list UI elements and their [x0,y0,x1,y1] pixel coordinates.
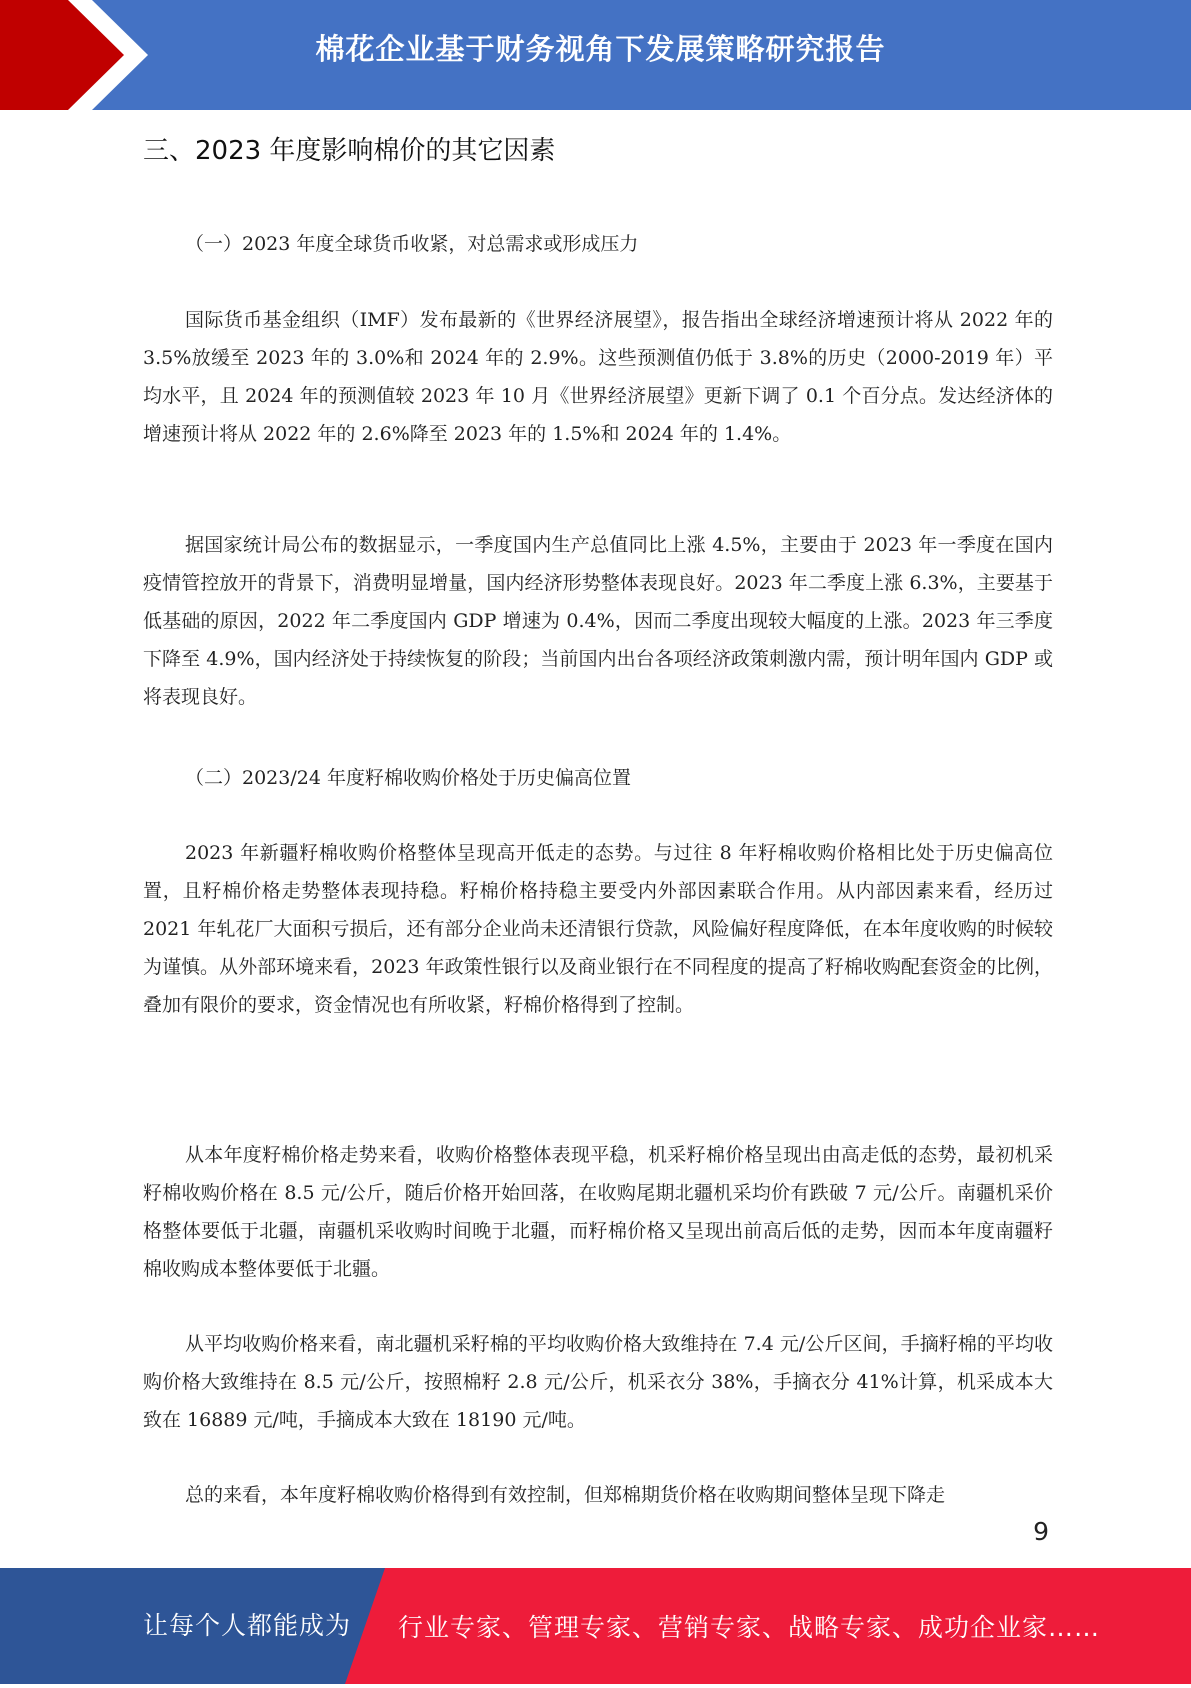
footer-slogan-left: 让每个人都能成为 [143,1611,352,1640]
paragraph-xinjiang-prices: 2023 年新疆籽棉收购价格整体呈现高开低走的态势。与过往 8 年籽棉收购价格相比处于历史偏高位置，且籽棉价格走势整体表现持稳。籽棉价格持稳主要受内外部因素联合作用。从内部因素来看，经历过 2021 年轧花厂大面积亏损后，还有部分企业尚未还清银行贷款，风险偏好程度降低，在本年度收购的时候较为谨慎。从外部环境来看，2023 年政策性银行以及商业银行在不同程度的提高了籽棉收购配套资金的比例，叠加有限价的要求，资金情况也有所收紧，籽棉价格得到了控制。 [143,842,1053,1016]
header-arrow-icon [0,0,160,110]
paragraph-imf-outlook: 国际货币基金组织（IMF）发布最新的《世界经济展望》，报告指出全球经济增速预计将从 2022 年的 3.5%放缓至 2023 年的 3.0%和 2024 年的 2.9%。这些预测值仍低于 3.8%的历史（2000-2019 年）平均水平，且 2024 年的预测值较 2023 年 10 月《世界经济展望》更新下调了 0.1 个百分点。发达经济体的增速预计将从 2022 年的 2.6%降至 2023 年的 1.5%和 2024 年的 1.4%。 [143,309,1053,445]
paragraph-average-cost: 从平均收购价格来看，南北疆机采籽棉的平均收购价格大致维持在 7.4 元/公斤区间，手摘籽棉的平均收购价格大致维持在 8.5 元/公斤，按照棉籽 2.8 元/公斤，机采衣分 38%，手摘衣分 41%计算，机采成本大致在 16889 元/吨，手摘成本大致在 18190 元/吨。 [143,1333,1053,1431]
paragraph-price-trend: 从本年度籽棉价格走势来看，收购价格整体表现平稳，机采籽棉价格呈现出由高走低的态势，最初机采籽棉收购价格在 8.5 元/公斤，随后价格开始回落，在收购尾期北疆机采均价有跌破 7 元/公斤。南疆机采价格整体要低于北疆，南疆机采收购时间晚于北疆，而籽棉价格又呈现出前高后低的走势，因而本年度南疆籽棉收购成本整体要低于北疆。 [143,1144,1053,1280]
subsection-heading-1: （一）2023 年度全球货币收紧，对总需求或形成压力 [185,233,639,255]
header-title: 棉花企业基于财务视角下发展策略研究报告 [315,32,886,66]
subsection-heading-2: （二）2023/24 年度籽棉收购价格处于历史偏高位置 [185,767,631,789]
paragraph-summary: 总的来看，本年度籽棉收购价格得到有效控制，但郑棉期货价格在收购期间整体呈现下降走 [185,1484,946,1506]
page-header [0,0,1191,110]
page-footer [0,1568,1191,1684]
footer-slogan-right: 行业专家、管理专家、营销专家、战略专家、成功企业家…… [398,1613,1101,1642]
page-number: 9 [1033,1517,1049,1546]
section-title: 三、2023 年度影响棉价的其它因素 [143,136,556,166]
paragraph-gdp-stats: 据国家统计局公布的数据显示，一季度国内生产总值同比上涨 4.5%，主要由于 2023 年一季度在国内疫情管控放开的背景下，消费明显增量，国内经济形势整体表现良好。2023 年二季度上涨 6.3%，主要基于低基础的原因，2022 年二季度国内 GDP 增速为 0.4%，因而二季度出现较大幅度的上涨。2023 年三季度下降至 4.9%，国内经济处于持续恢复的阶段；当前国内出台各项经济政策刺激内需，预计明年国内 GDP 或将表现良好。 [143,534,1053,708]
